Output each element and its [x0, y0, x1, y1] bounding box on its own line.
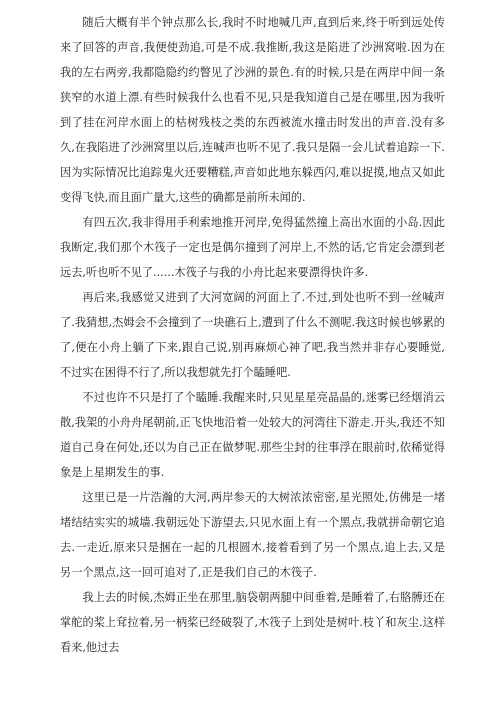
paragraph-3: 再后来,我感觉又进到了大河宽阔的河面上了.不过,到处也听不到一丝喊声了.我猜想,杰姆会不会撞到了一块礁石上,遭到了什么不测呢.我这时候也够累的了,便在小舟上躺了下来,跟自己说,别再麻烦心神了吧,我当然并非存心要睡觉,不过实在困得不行了,所以我想就先打个瞌睡吧. [60, 291, 445, 379]
document-page [60, 10, 445, 660]
paragraph-4: 不过也许不只是打了个瞌睡.我醒来时,只见星星亮晶晶的,迷雾已经烟消云散,我架的小舟舟尾朝前,正飞快地沿着一处较大的河湾往下游走.开头,我还不知道自己身在何处,还以为自己正在做梦呢.那些尘封的往事浮在眼前时,依稀觉得象是上星期发生的事. [60, 391, 445, 479]
paragraph-1: 随后大概有半个钟点那么长,我时不时地喊几声,直到后来,终于听到远处传来了回答的声音,我便使劲追,可是不成.我推断,我这是陷进了沙洲窝啦.因为在我的左右两旁,我都隐隐约约瞥见了沙洲的景色.有的时候,只是在两岸中间一条狭窄的水道上漂.有些时候我什么也看不见,只是我知道自己是在哪里,因为我听到了挂在河岸水面上的枯树残枝之类的东西被流水撞击时发出的声音.没有多久,在我陷进了沙洲窝里以后,连喊声也听不见了.我只是隔一会儿试着追踪一下.因为实际情况比追踪鬼火还要糟糕,声音如此地东躲西闪,难以捉摸,地点又如此变得飞快,而且面广量大,这些的确都是前所未闻的. [60, 16, 445, 204]
paragraph-5: 这里已是一片浩瀚的大河,两岸参天的大树浓浓密密,星光照处,仿佛是一堵堵结结实实的城墙.我朝远处下游望去,只见水面上有一个黑点,我就拼命朝它追去.一走近,原来只是捆在一起的几根圆木,接着看到了另一个黑点,追上去,又是另一个黑点,这一回可追对了,正是我们自己的木筏子. [60, 491, 445, 579]
paragraph-2: 有四五次,我非得用手利索地推开河岸,免得猛然撞上高出水面的小岛.因此我断定,我们那个木筏子一定也是偶尔撞到了河岸上,不然的话,它肯定会漂到老远去,听也听不见了......木筏子与我的小舟比起来要漂得快许多. [60, 216, 445, 279]
paragraph-6: 我上去的时候,杰姆正坐在那里,脑袋朝两腿中间垂着,是睡着了,右胳膊还在掌舵的桨上耷拉着,另一柄桨已经破裂了,木筏子上到处是树叶.枝丫和灰尘.这样看来,他过去 [60, 591, 445, 654]
